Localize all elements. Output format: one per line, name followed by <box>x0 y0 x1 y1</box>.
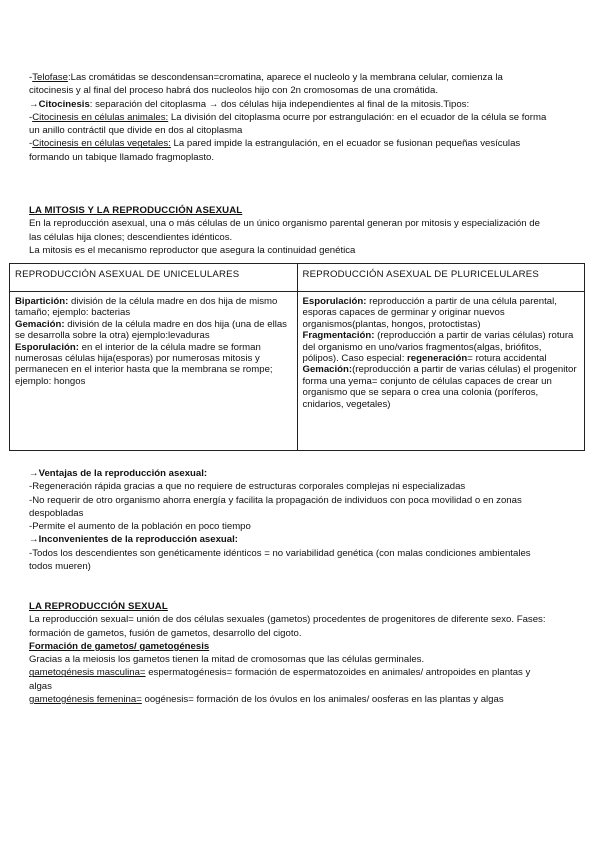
table-header-pluricelulares: REPRODUCCIÓN ASEXUAL DE PLURICELULARES <box>297 264 585 292</box>
esporulacion-pluricelular-text: reproducción a partir de una célula parental, esporas capaces de germinar y originar nuevos organismos(plantas, hongos, protoctistas) <box>302 296 557 330</box>
sexual-section <box>29 600 549 706</box>
citocinesis-animal-paragraph: -Citocinesis en células animales: La división del citoplasma ocurre por estrangulación: en el ecuador de la célula se forma un anillo contráctil que divide en dos al citoplasma <box>29 111 547 137</box>
list-item: -Regeneración rápida gracias a que no requiere de estructuras corporales complejas ni especializadas <box>29 481 466 493</box>
asexual-intro-continuity: La mitosis es el mecanismo reproductor que asegura la continuidad genética <box>29 244 356 256</box>
gametogenesis-masculina-text: espermatogénesis= formación de espermatozoides en animales/ antropoides en plantas y algas <box>29 667 531 692</box>
citocinesis-animal-term: Citocinesis en células animales: <box>32 111 169 123</box>
esporulacion-unicelular-item <box>15 342 292 388</box>
telofase-paragraph: -Telofase:Las cromátidas se descondensan=cromatina, aparece el nucleolo y la membrana celular, comienza la citocinesis y al final del proceso habrá dos nucleolos hijo con 2n cromosomas de una cromátida. <box>29 72 503 97</box>
regeneracion-text: = rotura accidental <box>467 353 547 365</box>
unicelulares-cell <box>10 292 298 451</box>
citocinesis-term: Citocinesis <box>38 98 90 110</box>
citocinesis-vegetal-text: La pared impide la estrangulación, en el ecuador se fusionan pequeñas vesículas formando un tabique llamado fragmoplasto. <box>29 138 521 163</box>
citocinesis-vegetal-term: Citocinesis en células vegetales: <box>32 138 171 150</box>
ventajas-title <box>29 467 544 480</box>
sexual-heading: LA REPRODUCCIÓN SEXUAL <box>29 601 168 612</box>
biparticion-term: Bipartición: <box>15 296 69 307</box>
inconvenientes-title-text: Inconvenientes de la reproducción asexual: <box>38 534 238 546</box>
asexual-intro: En la reproducción asexual, una o más células de un único organismo parental generan por mitosis y especialización de las células hija clones; descendientes idénticos. <box>29 218 540 243</box>
fragmentacion-item <box>303 330 580 364</box>
telofase-text: :Las cromátidas se descondensan=cromatina, aparece el nucleolo y la membrana celular, comienza la citocinesis y al final del proceso habrá dos nucleolos hijo con 2n cromosomas de una cromátida. <box>29 72 503 97</box>
gametogenesis-femenina-text: oogénesis= formación de los óvulos en los animales/ oosferas en las plantas y algas <box>141 694 504 706</box>
list-item: -No requerir de otro organismo ahorra energía y facilita la propagación de individuos con poca movilidad o en zonas despobladas <box>29 494 522 519</box>
list-item: -Permite el aumento de la población en poco tiempo <box>29 521 251 533</box>
inconvenientes-title <box>29 533 544 546</box>
citocinesis-vegetal-paragraph: -Citocinesis en células vegetales: La pared impide la estrangulación, en el ecuador se fusionan pequeñas vesículas formando un tabique llamado fragmoplasto. <box>29 138 521 163</box>
meiosis-paragraph: Gracias a la meiosis los gametos tienen la mitad de cromosomas que las células germinales. <box>29 654 425 666</box>
right-arrow-icon: → <box>29 98 39 110</box>
telofase-term: Telofase <box>32 72 68 83</box>
formacion-gametos-title: Formación de gametos/ gametogénesis <box>29 640 210 652</box>
ventajas-section <box>29 467 544 573</box>
right-arrow-icon: → <box>29 534 39 546</box>
list-item: -Todos los descendientes son genéticamente idénticos = no variabilidad genética (con malas condiciones ambientales todos mueren) <box>29 547 531 573</box>
gametogenesis-masculina-paragraph <box>29 666 549 693</box>
table-header-unicelulares: REPRODUCCIÓN ASEXUAL DE UNICELULARES <box>10 264 298 292</box>
asexual-heading: LA MITOSIS Y LA REPRODUCCIÓN ASEXUAL <box>29 205 243 216</box>
fragmentacion-text: (reproducción a partir de varias células) rotura del organismo en uno/varios fragmentos(algas, briófitos, pólipos). Caso especial: <box>302 330 574 365</box>
asexual-section <box>29 204 549 257</box>
ventajas-title-text: Ventajas de la reproducción asexual: <box>38 468 208 479</box>
sexual-intro: La reproducción sexual= unión de dos células sexuales (gametos) procedentes de progenitores de diferente sexo. Fases: formación de gametos, fusión de gametos, desarrollo del cigoto. <box>29 614 546 639</box>
esporulacion-unicelular-text: en el interior de la célula madre se forman numerosas células hija(esporas) por numerosas mitosis y permanecen en el interior hasta que la membrana se rompe; ejemplo: hongos <box>15 341 273 387</box>
mitosis-continuation-section <box>29 71 549 164</box>
citocinesis-text: : separación del citoplasma → dos células hija independientes al final de la mitosis.Tipos: <box>89 98 470 110</box>
gemacion-pluricelular-term: Gemación: <box>302 364 353 376</box>
pluricelulares-cell <box>297 292 585 451</box>
reproduction-table <box>9 263 585 451</box>
gametogenesis-masculina-term: gametogénesis masculina= <box>29 667 146 679</box>
esporulacion-pluricelular-term: Esporulación: <box>302 296 367 307</box>
fragmentacion-term: Fragmentación: <box>302 330 375 342</box>
table-header-row <box>10 264 585 292</box>
gemacion-unicelular-text: división de la célula madre en dos hija (una de ellas se desarrolla sobre la otra) ejemplo:levaduras <box>15 318 287 342</box>
gemacion-pluricelular-item <box>303 364 580 410</box>
citocinesis-paragraph <box>29 98 549 111</box>
regeneracion-term: regeneración <box>407 353 468 365</box>
gametogenesis-femenina-term: gametogénesis femenina= <box>29 694 142 706</box>
right-arrow-icon: → <box>29 468 39 479</box>
esporulacion-unicelular-term: Esporulación: <box>15 341 79 353</box>
gemacion-unicelular-item <box>15 319 292 342</box>
biparticion-text: división de la célula madre en dos hija de mismo tamaño; ejemplo: bacterias <box>15 296 278 319</box>
esporulacion-pluricelular-item <box>303 296 580 330</box>
biparticion-item <box>15 296 292 319</box>
gametogenesis-femenina-paragraph <box>29 693 549 706</box>
citocinesis-animal-text: La división del citoplasma ocurre por estrangulación: en el ecuador de la célula se forma un anillo contráctil que divide en dos al citoplasma <box>29 111 547 137</box>
gemacion-unicelular-term: Gemación: <box>15 318 65 330</box>
gemacion-pluricelular-text: (reproducción a partir de varias células) el progenitor forma una yema= conjunto de células capaces de crear un organismo que se separa o crea una colonia (poríferos, cnidarios, vegetales) <box>302 364 577 410</box>
table-row <box>10 292 585 451</box>
